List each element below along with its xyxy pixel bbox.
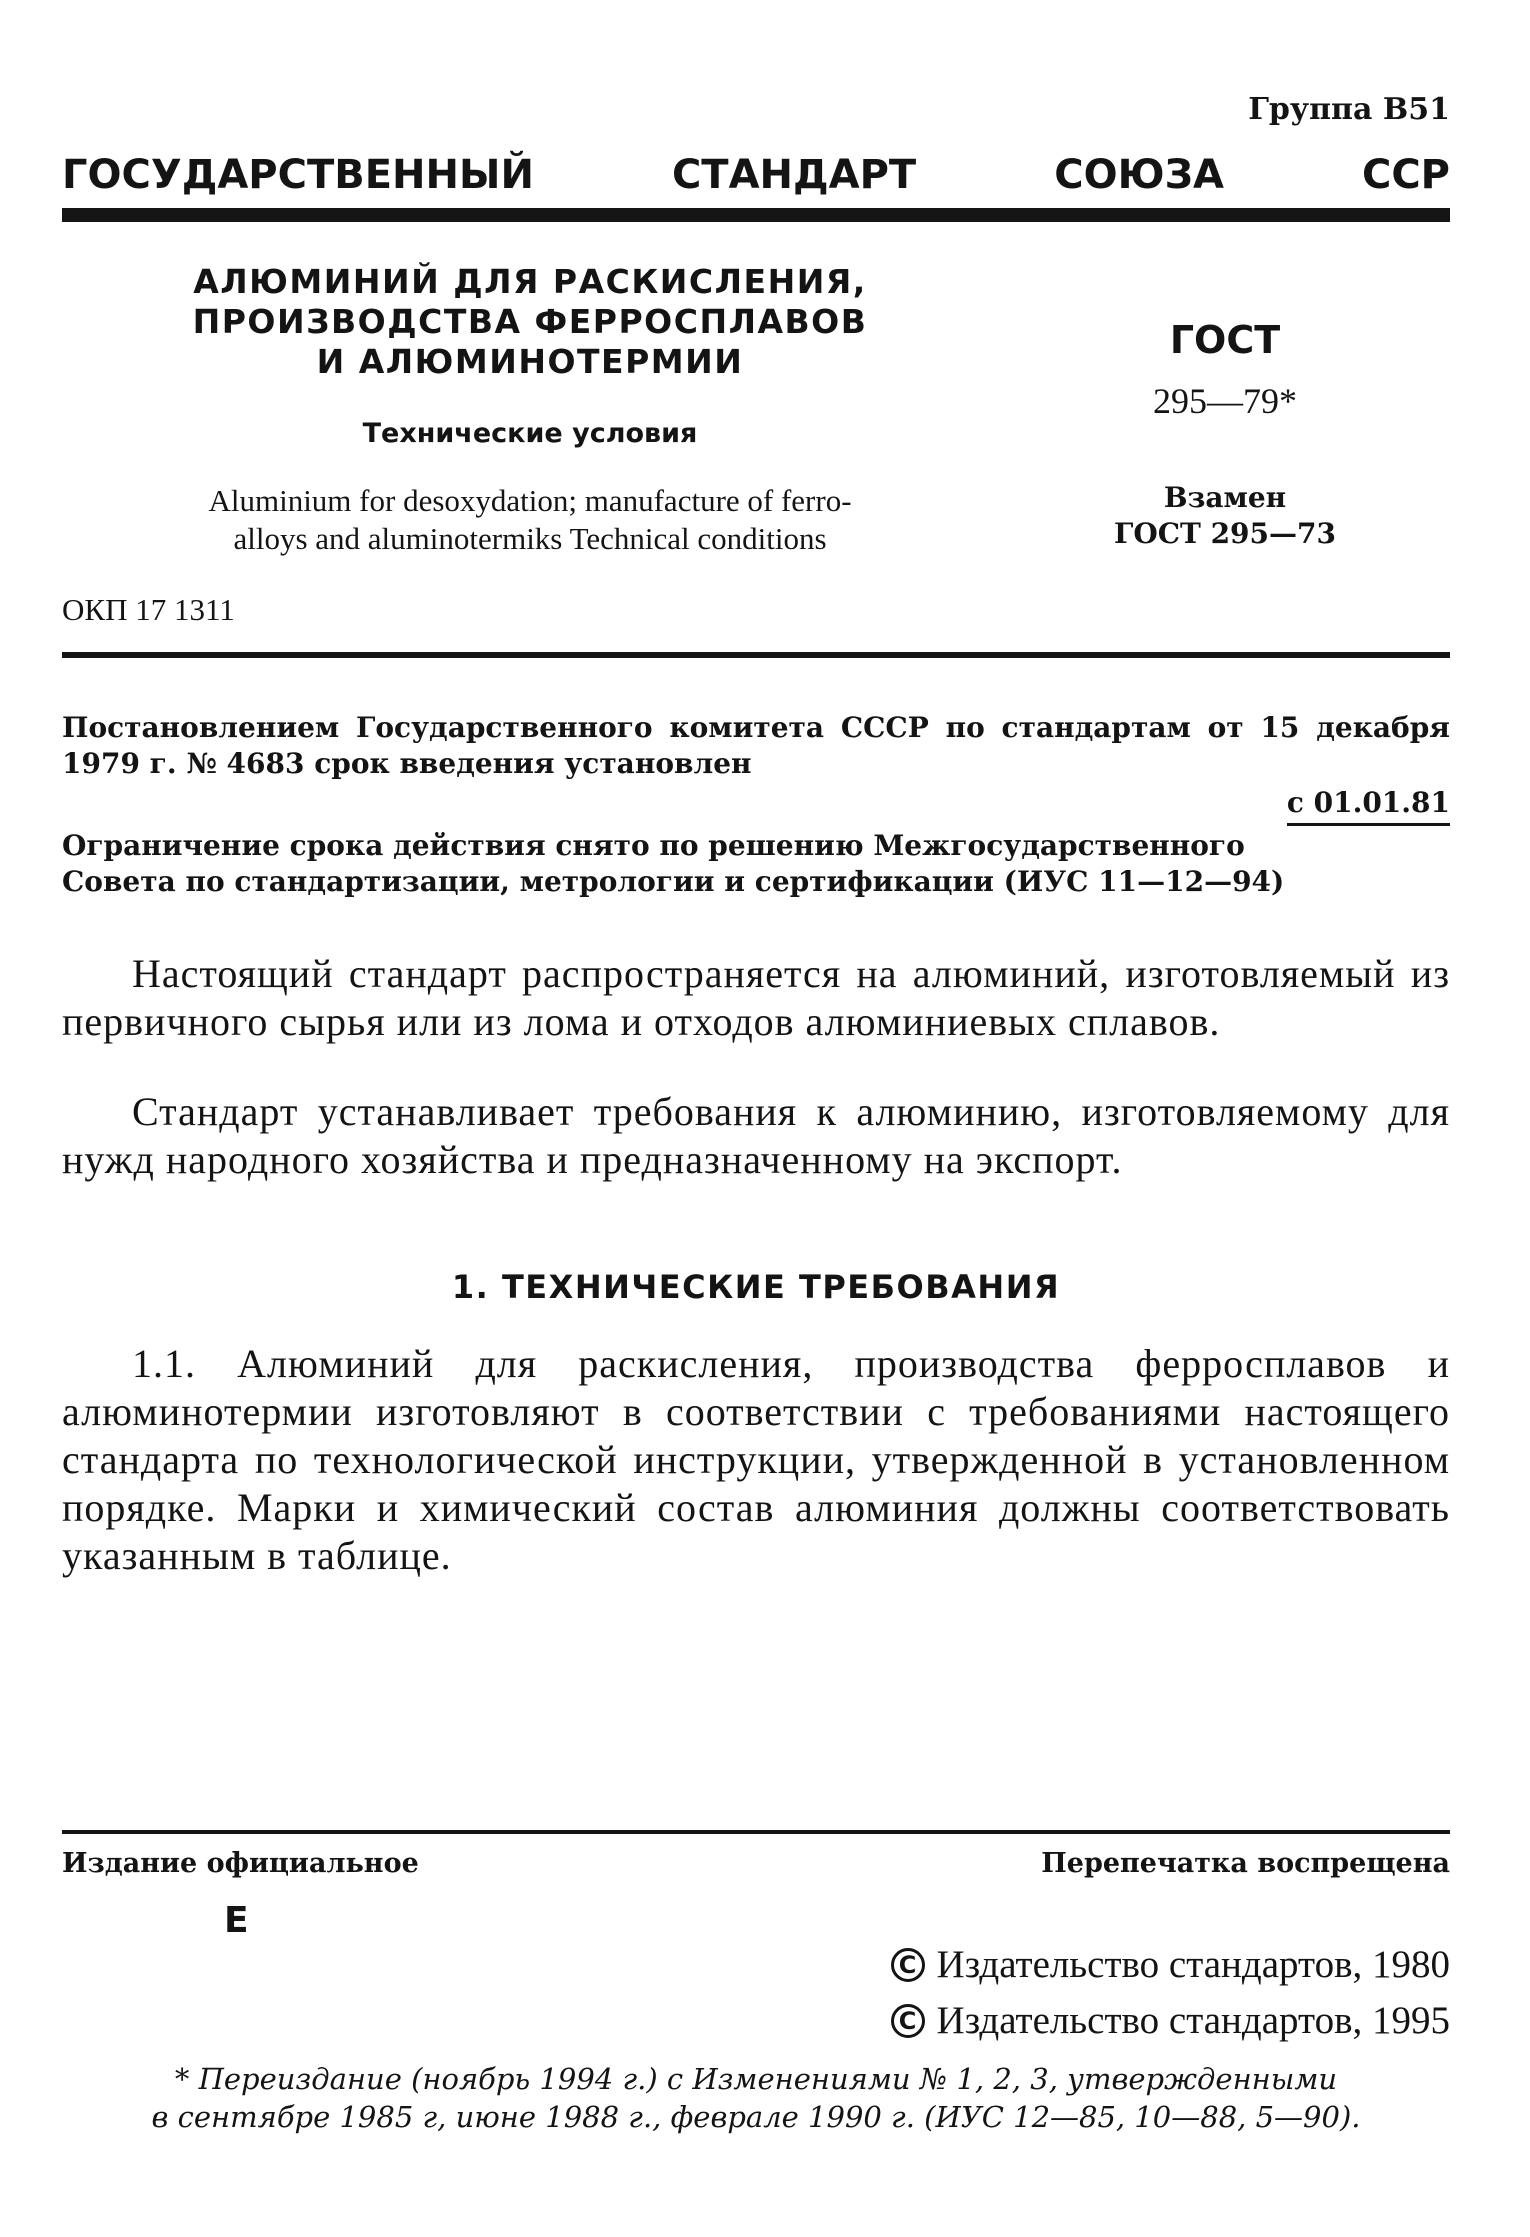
reissue-note (62, 2060, 1450, 2136)
replaces-label: Взамен (1163, 481, 1287, 514)
decree-text: Постановлением Государственного комитета СССР по стандартам от 15 декабря 1979 г. № 4683 срок введения установлен (62, 711, 1450, 780)
header-word: ГОСУДАРСТВЕННЫЙ (62, 152, 534, 198)
copyright-icon: C (891, 2004, 925, 2038)
header-title (62, 152, 1450, 198)
replaces-standard: ГОСТ 295—73 (1113, 517, 1336, 550)
title-line: ПРОИЗВОДСТВА ФЕРРОСПЛАВОВ (192, 302, 868, 341)
okp-code: ОКП 17 1311 (62, 592, 235, 627)
section-heading: 1. ТЕХНИЧЕСКИЕ ТРЕБОВАНИЯ (451, 1268, 1061, 1306)
edition-mark: Е (224, 1900, 249, 1941)
header-rule (62, 208, 1450, 222)
publisher-line (891, 1942, 1450, 1987)
limitation-note (62, 828, 1362, 900)
edition-label: Издание официальное (62, 1848, 419, 1879)
reissue-line: * Переиздание (ноябрь 1994 г.) с Изменениями № 1, 2, 3, утвержденными (174, 2062, 1338, 2096)
limitation-line: Ограничение срока действия снято по решению Межгосударственного (62, 829, 1245, 862)
document-title (150, 262, 910, 382)
effective-date: с 01.01.81 (1287, 786, 1450, 826)
gost-number: 295—79* (1153, 381, 1297, 421)
reprint-notice: Перепечатка воспрещена (1041, 1848, 1450, 1879)
header-word: ССР (1361, 152, 1450, 198)
group-code: Группа В51 (1248, 92, 1450, 127)
english-title-line: Aluminium for desoxydation; manufacture of ferro- (208, 483, 852, 518)
section-rule (62, 652, 1450, 658)
footer-rule (62, 1830, 1450, 1834)
title-line: АЛЮМИНИЙ ДЛЯ РАСКИСЛЕНИЯ, (193, 262, 867, 301)
replaces-block (1060, 480, 1390, 552)
reissue-line: в сентябре 1985 г, июне 1988 г., феврале 1990 г. (ИУС 12—85, 10—88, 5—90). (151, 2100, 1361, 2134)
english-title (80, 482, 980, 558)
paragraph-requirements: Стандарт устанавливает требования к алюминию, изготовляемому для нужд народного хозяйства и предназначенному на экспорт. (62, 1089, 1450, 1182)
document-subtitle: Технические условия (362, 418, 698, 449)
gost-label: ГОСТ (1169, 318, 1281, 362)
title-line: И АЛЮМИНОТЕРМИИ (316, 342, 744, 381)
publisher-text: Издательство стандартов, 1995 (936, 1999, 1450, 2042)
limitation-line: Совета по стандартизации, метрологии и сертификации (ИУС 11—12—94) (62, 865, 1285, 898)
paragraph-scope: Настоящий стандарт распространяется на алюминий, изготовляемый из первичного сырья или из лома и отходов алюминиевых сплавов. (62, 951, 1450, 1044)
header-word: СОЮЗА (1054, 152, 1224, 198)
paragraph-1-1: 1.1. Алюминий для раскисления, производства ферросплавов и алюминотермии изготовляют в соответствии с требованиями настоящего стандарта по технологической инструкции, утвержденной в установленном порядке. Марки и химический состав алюминия должны соответствовать указанным в таблице. (62, 1341, 1450, 1578)
header-word: СТАНДАРТ (671, 152, 917, 198)
publisher-line (891, 1998, 1450, 2043)
english-title-line: alloys and aluminotermiks Technical conditions (233, 521, 827, 556)
publisher-text: Издательство стандартов, 1980 (936, 1943, 1450, 1986)
copyright-icon: C (891, 1948, 925, 1982)
